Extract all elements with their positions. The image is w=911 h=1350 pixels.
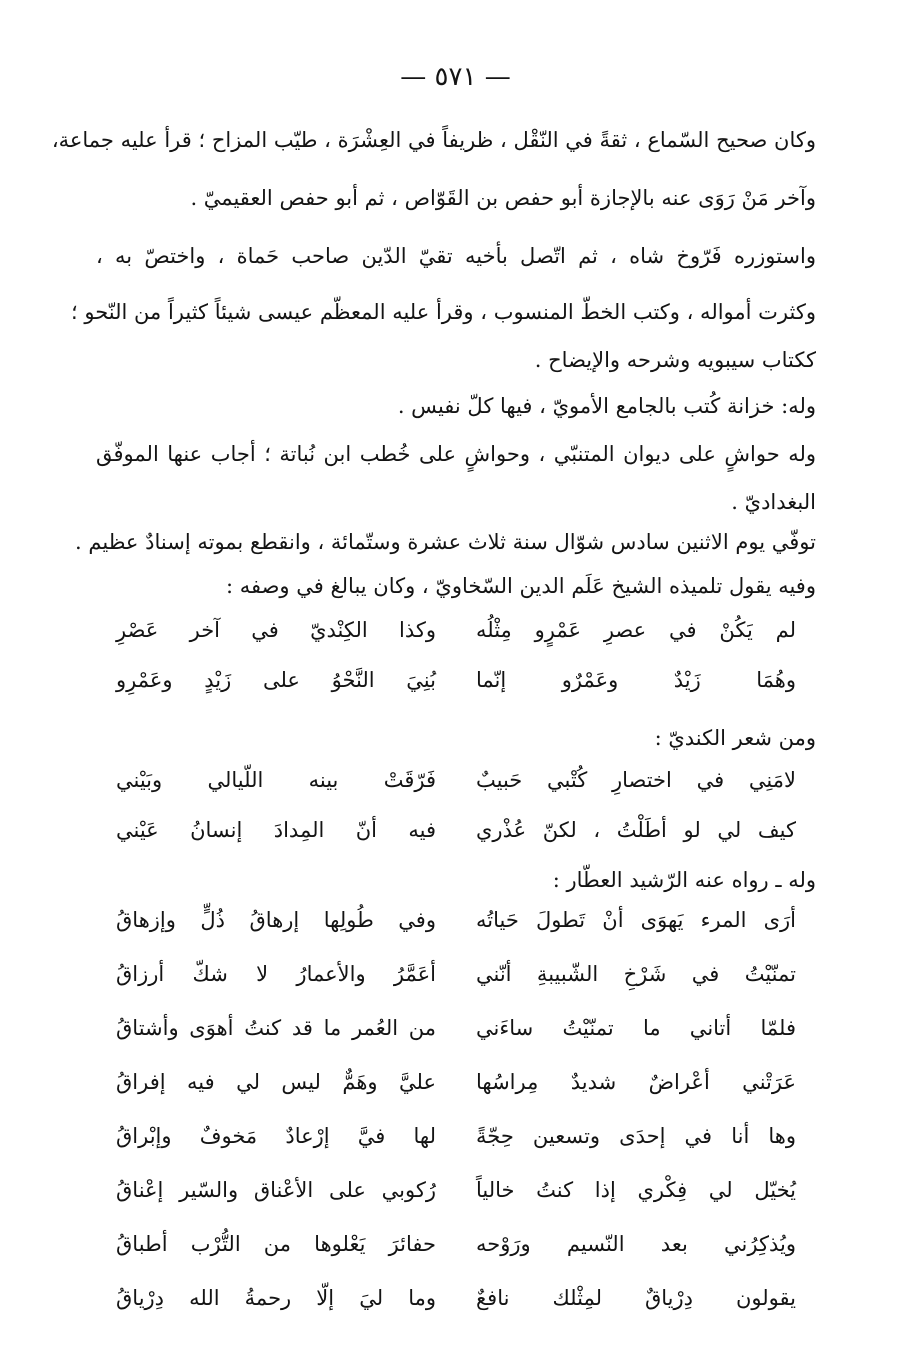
poem-verse [96,1016,816,1052]
text-line: وكثرت أمواله ، وكتب الخطّ المنسوب ، وقرأ عليه المعظّم عيسى شيئاً كثيراً من النّحو ؛ [71,300,816,324]
text-line: وله: خزانة كُتب بالجامع الأمويّ ، فيها كلّ نفيس . [397,394,816,418]
text-line: ككتاب سيبويه وشرحه والإيضاح . [534,348,816,372]
poem-verse [96,962,816,998]
verse-first-hemistich: وهُمَا زَيْدٌ وعَمْرٌو إنّما [476,668,796,692]
poem-verse [96,908,816,944]
text-line: ومن شعر الكنديّ : [654,726,816,750]
text-line: توفّي يوم الاثنين سادس شوّال سنة ثلاث عشرة وستّمائة ، وانقطع بموته إسنادٌ عظيم . [75,530,816,554]
verse-second-hemistich: حفائرَ يَعْلوها من التُّرْب أطباقُ [116,1232,436,1256]
verse-second-hemistich: فَرّقَتْ بينه اللّيالي وبَيْني [116,768,436,792]
verse-second-hemistich: أعَمَّرُ والأعمارُ لا شكّ أرزاقُ [116,962,436,986]
poem-verse [96,1070,816,1106]
verse-first-hemistich: لم يَكُنْ في عصرِ عَمْرٍو مِثْلُه [476,618,796,642]
verse-first-hemistich: يقولون دِرْياقٌ لمِثْلك نافعٌ [476,1286,796,1310]
poem-verse [96,818,816,854]
text-line: واستوزره فَرّوخ شاه ، ثم اتّصل بأخيه تقيّ الدّين صاحب حَماة ، واختصّ به ، [96,244,816,268]
verse-second-hemistich: لها فيَّ إرْعادٌ مَخوفٌ وإبْراقُ [116,1124,436,1148]
poem-verse [96,768,816,804]
verse-first-hemistich: ويُذكِرُني بعد النّسيم ورَوْحه [476,1232,796,1256]
verse-second-hemistich: وما ليَ إلّا رحمةُ الله دِرْياقُ [116,1286,436,1310]
poem-verse [96,1286,816,1322]
text-line: وآخر مَنْ رَوَى عنه بالإجازة أبو حفص بن القَوّاص ، ثم أبو حفص العقيميّ . [190,186,816,210]
poem-verse [96,1232,816,1268]
verse-second-hemistich: عليَّ وهَمٌّ ليس لي فيه إفراقُ [116,1070,436,1094]
text-line: وله ـ رواه عنه الرّشيد العطّار : [552,868,816,892]
verse-second-hemistich: فيه أنّ المِدادَ إنسانُ عَيْني [116,818,436,842]
text-line: البغداديّ . [731,490,816,514]
poem-verse [96,1124,816,1160]
verse-second-hemistich: من العُمر ما قد كنتُ أهوَى وأشتاقُ [116,1016,436,1040]
poem-verse [96,618,816,654]
verse-first-hemistich: أرَى المرء يَهوَى أنْ تَطولَ حَياتُه [476,908,796,932]
page-number: — ٥٧١ — [400,62,511,92]
verse-first-hemistich: لامَنِي في اختصارِ كُتْبي حَبيبٌ [476,768,796,792]
verse-first-hemistich: يُخيّل لي فِكْري إذا كنتُ خالياً [476,1178,796,1202]
text-line: وله حواشٍ على ديوان المتنبّي ، وحواشٍ على خُطب ابن نُباتة ؛ أجاب عنها الموفّق [96,442,816,466]
verse-second-hemistich: بُنِيَ النَّحْوُ على زَيْدٍ وعَمْرِو [116,668,436,692]
verse-first-hemistich: فلمّا أتاني ما تمنّيْتُ ساءَني [476,1016,796,1040]
verse-first-hemistich: تمنّيْتُ في شَرْخِ الشّبيبةِ أنّني [476,962,796,986]
verse-first-hemistich: عَرَتْني أعْراضٌ شديدٌ مِراسُها [476,1070,796,1094]
verse-second-hemistich: رُكوبي على الأعْناق والسّير إعْناقُ [116,1178,436,1202]
poem-verse [96,668,816,704]
verse-first-hemistich: كيف لي لو أطَلْتُ ، لكنّ عُذْري [476,818,796,842]
verse-second-hemistich: وفي طُولِها إرهاقُ ذُلٍّ وإزهاقُ [116,908,436,932]
verse-first-hemistich: وها أنا في إحدَى وتسعين حِجّةً [476,1124,796,1148]
poem-verse [96,1178,816,1214]
text-line: وفيه يقول تلميذه الشيخ عَلَم الدين السّخاويّ ، وكان يبالغ في وصفه : [225,574,816,598]
verse-second-hemistich: وكذا الكِنْديّ في آخر عَصْرِ [116,618,436,642]
text-line: وكان صحيح السّماع ، ثقةً في النّقْل ، ظريفاً في العِشْرَة ، طيّب المزاح ؛ قرأ عليه جماعة، [51,128,816,152]
